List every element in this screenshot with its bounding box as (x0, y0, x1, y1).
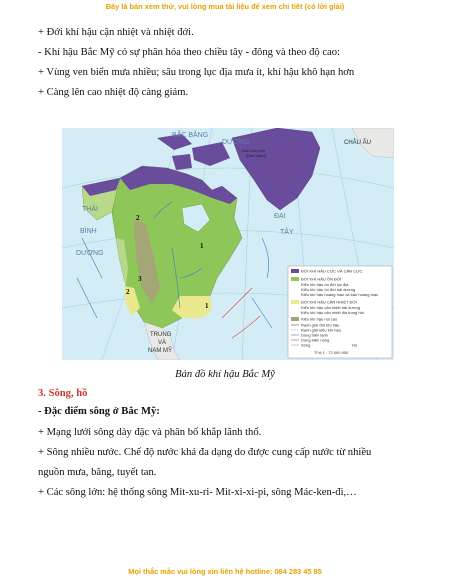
map-legend (288, 266, 392, 358)
text-line: + Sông nhiều nước. Chế độ nước khá đa dạng do được cung cấp nước từ nhiều (38, 447, 372, 458)
section-heading: 3. Sông, hồ (38, 388, 88, 399)
label-pacific-3: DƯƠNG (76, 250, 104, 257)
subheading: - Đặc điểm sông ở Bắc Mỹ: (38, 406, 160, 417)
region-label: 2 (136, 214, 140, 222)
label-central-3: NAM MỸ (148, 348, 172, 354)
legend-temperate-2: Kiểu khí hậu ôn đới hải dương (301, 287, 356, 292)
preview-banner: Đây là bản xem thử, vui lòng mua tài liệu để xem chi tiết (có lời giải) (105, 2, 345, 11)
text-line: nguồn mưa, băng, tuyết tan. (38, 467, 157, 478)
legend-lake: Hồ (352, 342, 358, 348)
hotline-banner: Mọi thắc mắc vui lòng xin liên hệ hotline: 084 283 45 85 (128, 567, 322, 576)
legend-border-type: Ranh giới kiểu khí hậu (301, 327, 341, 333)
label-arctic-ocean-2: DƯƠNG (222, 139, 250, 146)
text-line: + Mạng lưới sông dày đặc và phân bố khắp lãnh thổ. (38, 427, 262, 438)
legend-scale: Tỉ lệ 1 : 72 000 000 (314, 350, 349, 355)
label-atlantic-2: TÂY (280, 229, 294, 236)
climate-map-svg (62, 128, 394, 360)
text-line: + Các sông lớn: hệ thống sông Mit-xu-ri- Mit-xi-xi-pi, sông Mác-ken-đi,… (38, 487, 357, 498)
legend-river: Sông (301, 342, 311, 348)
label-greenland-2: (Đan Mạch) (246, 154, 266, 158)
label-arctic-ocean: BẮC BĂNG (172, 132, 209, 139)
legend-mountain: Kiểu khí hậu núi cao (301, 316, 338, 322)
map-caption: Bản đồ khí hậu Bắc Mỹ (175, 369, 275, 380)
label-pacific-2: BÌNH (80, 228, 97, 235)
region-label: 1 (200, 242, 204, 250)
text-line: + Vùng ven biển mưa nhiều; sâu trong lục địa mưa ít, khí hậu khô hạn hơn (38, 67, 355, 78)
legend-border-zone: Ranh giới đới khí hậu (301, 322, 340, 328)
legend-warm-current: Dòng biển nóng (301, 337, 330, 343)
legend-temperate: ĐỚI KHÍ HẬU ÔN ĐỚI (301, 276, 342, 282)
legend-subtropical: ĐỚI KHÍ HẬU CẬN NHIỆT ĐỚI (301, 299, 357, 305)
label-europe: CHÂU ÂU (344, 140, 372, 146)
legend-subtropical-2: Kiểu khí hậu cận nhiệt địa trung hải (301, 310, 364, 315)
region-label: 2 (126, 288, 130, 296)
text-line: + Càng lên cao nhiệt độ càng giảm. (38, 87, 189, 98)
legend-temperate-3: Kiểu khí hậu hoang mạc và bán hoang mạc (301, 292, 379, 297)
climate-map (62, 128, 394, 360)
label-central-2: VÀ (158, 340, 167, 346)
legend-polar: ĐỚI KHÍ HẬU CỰC VÀ CẬN CỰC (301, 268, 363, 274)
label-atlantic: ĐẠI (274, 213, 286, 220)
region-label: 1 (205, 302, 209, 310)
legend-temperate-1: Kiểu khí hậu ôn đới lục địa (301, 282, 349, 287)
region-label: 3 (138, 275, 142, 283)
label-greenland: Đảo Grơn-len (242, 149, 266, 153)
text-line: - Khí hậu Bắc Mỹ có sự phân hóa theo chiều tây - đông và theo độ cao: (38, 47, 340, 58)
legend-cold-current: Dòng biển lạnh (301, 332, 328, 338)
text-line: + Đới khí hậu cận nhiệt và nhiệt đới. (38, 27, 194, 38)
label-central: TRUNG (150, 332, 172, 338)
label-pacific: THÁI (82, 206, 98, 213)
legend-subtropical-1: Kiểu khí hậu cận nhiệt hải dương (301, 305, 361, 310)
